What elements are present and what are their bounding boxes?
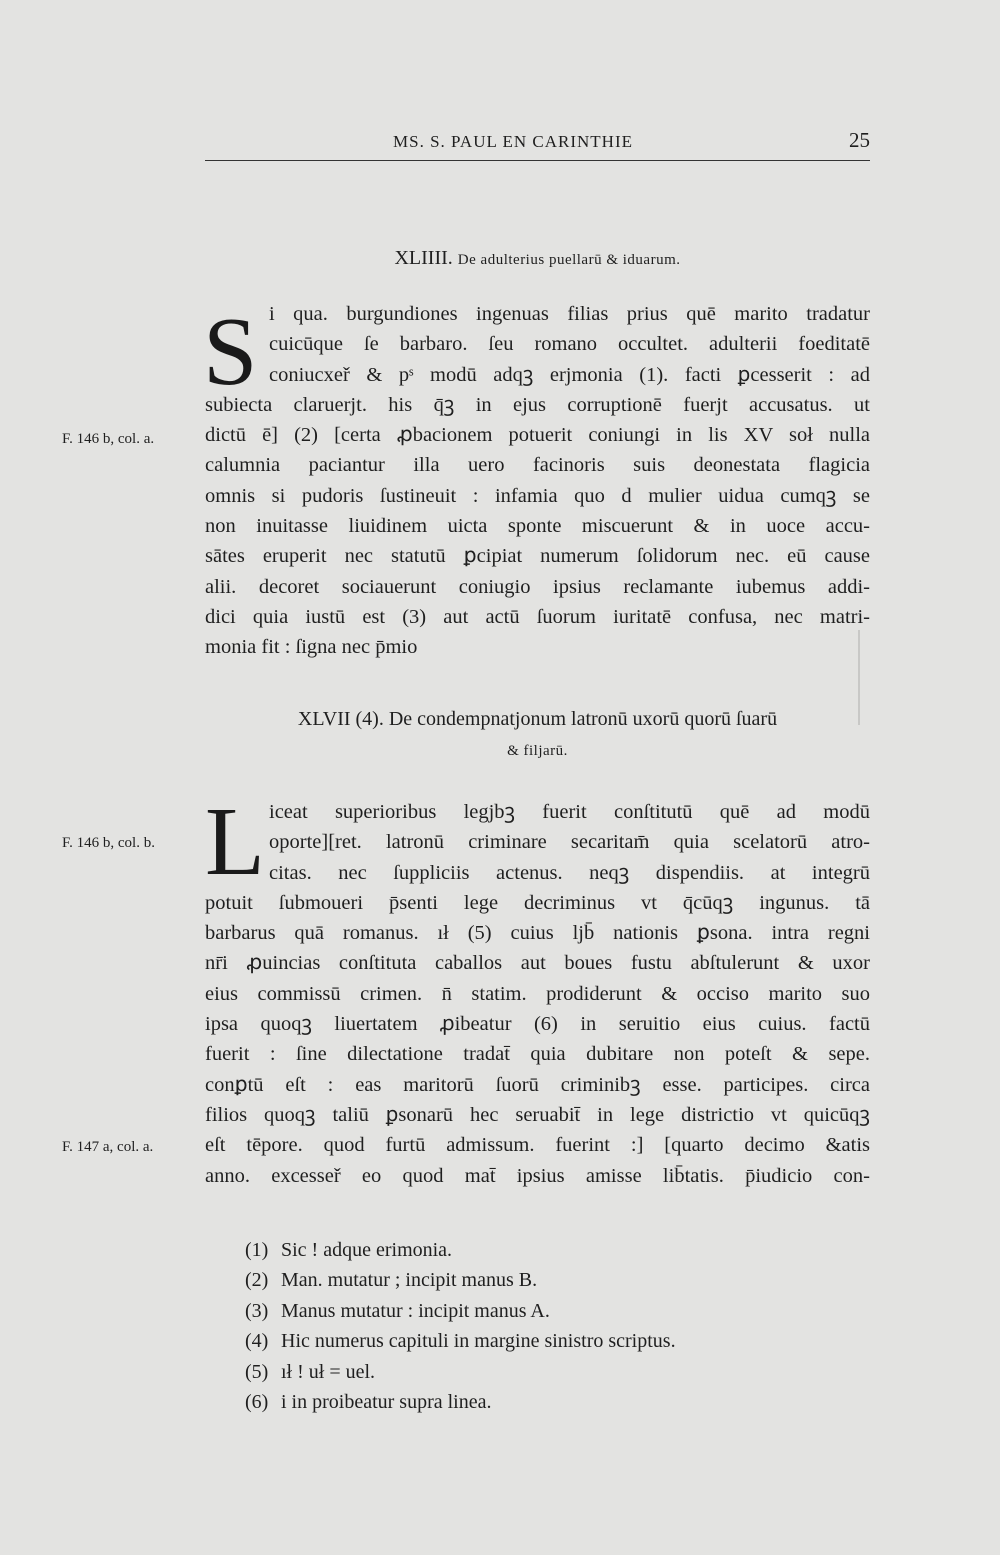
chapter-heading-47 [205, 703, 870, 767]
footnote: (2) Man. mutatur ; incipit manus B. [245, 1269, 538, 1292]
text-line: calumnia paciantur illa uero facinoris suis deonestata flagicia [205, 454, 870, 477]
text-line: oporte][ret. latronū criminare secaritam̄ quia scelatorū atro- [269, 831, 870, 854]
text-line: non inuitasse liuidinem uicta sponte miscuerunt & in uoce accu- [205, 515, 870, 538]
text-line: i qua. burgundiones ingenuas filias prius quē marito tradatur [269, 303, 870, 325]
running-head [205, 128, 870, 156]
text-line: eſt tēpore. quod furtū admissum. fuerint :] [quarto decimo &atis [205, 1134, 870, 1157]
text-line: monia fit : ſigna nec p̄mio [205, 636, 418, 659]
text-line: dici quia iustū est (3) aut actū ſuorum iuritatē confusa, nec matri- [205, 605, 870, 628]
text-line: sātes eruperit nec statutū ꝑcipiat numerum ſolidorum nec. eū cause [205, 545, 870, 568]
text-line: coniucxeř & pˢ modū adqꝫ erjmonia (1). facti ꝑcesserit : ad [269, 363, 870, 386]
page-smudge [846, 630, 860, 725]
footnote: (1) Sic ! adque erimonia. [245, 1239, 453, 1261]
drop-cap-s: S [203, 298, 258, 406]
footnote: (6) i in proibeatur supra linea. [245, 1391, 492, 1414]
text-line: dictū ē] (2) [certa ꝓbacionem potuerit coniungi in lis XV soł nulla [205, 424, 870, 447]
text-line: alii. decoret sociauerunt coniugio ipsius reclamante iubemus addi- [205, 575, 870, 598]
text-line: nr̄i ꝓuincias conſtituta caballos aut boues fustu abſtulerunt & uxor [205, 952, 870, 975]
chapter-47-text [205, 797, 870, 1191]
footnote: (4) Hic numerus capituli in margine sinistro scriptus. [245, 1330, 676, 1353]
chapter-44-text [205, 299, 870, 663]
text-line: cuicūque ſe barbaro. ſeu romano occultet. adulterii foeditatē [269, 333, 870, 356]
footnote: (5) ıł ! uł = uel. [245, 1360, 376, 1383]
chapter-heading-line: & filjarū. [507, 743, 568, 759]
margin-note-folio: F. 146 b, col. a. [62, 431, 155, 447]
text-line: citas. nec ſuppliciis actenus. neqꝫ dispendiis. at integrū [269, 861, 870, 884]
text-line: conꝑtū eſt : eas maritorū ſuorū criminibꝫ esse. participes. circa [205, 1073, 870, 1096]
text-line: eius commissū crimen. n̄ statim. prodiderunt & occiso marito suo [205, 982, 870, 1005]
text-line: fuerit : ſine dilectatione tradat̄ quia dubitare non poteſt & sepe. [205, 1043, 870, 1066]
header-rule [205, 160, 870, 161]
text-line: subiecta claruerjt. his q̄ꝫ in ejus corruptionē fuerjt accusatus. ut [205, 393, 870, 416]
footnotes [245, 1235, 845, 1417]
chapter-title: De adulterius puellarū & iduarum. [457, 252, 681, 268]
text-line: anno. excesseř eo quod mat̄ ipsius amisse lib̄tatis. p̄iudicio con- [205, 1164, 870, 1187]
text-line: ipsa quoqꝫ liuertatem ꝓibeatur (6) in seruitio eius cuius. factū [205, 1013, 870, 1036]
text-line: potuit ſubmoueri p̄senti lege decriminus vt q̄cūqꝫ ingunus. tā [205, 891, 870, 914]
chapter-heading-line: XLVII (4). De condempnatjonum latronū uxorū quorū ſuarū [297, 708, 778, 730]
text-line: barbarus quā romanus. ıł (5) cuius ljb̄ nationis ꝑsona. intra regni [205, 922, 870, 945]
text-line: omnis si pudoris ſustineuit : infamia quo d mulier uidua cumqꝫ se [205, 484, 870, 507]
page-number: 25 [849, 128, 870, 152]
running-head-title: MS. S. PAUL EN CARINTHIE [393, 132, 633, 151]
chapter-number: XLIIII. [394, 247, 453, 269]
text-line: iceat superioribus legjbꝫ fuerit conſtitutū quē ad modū [269, 801, 870, 823]
drop-cap-l: L [205, 788, 265, 896]
chapter-heading-44 [205, 242, 870, 276]
text-line: filios quoqꝫ taliū ꝑsonarū hec seruabit̄ in lege districtio vt quicūqꝫ [205, 1103, 870, 1126]
margin-note-folio: F. 147 a, col. a. [62, 1139, 154, 1155]
footnote: (3) Manus mutatur : incipit manus A. [245, 1299, 550, 1322]
margin-note-folio: F. 146 b, col. b. [62, 835, 155, 851]
